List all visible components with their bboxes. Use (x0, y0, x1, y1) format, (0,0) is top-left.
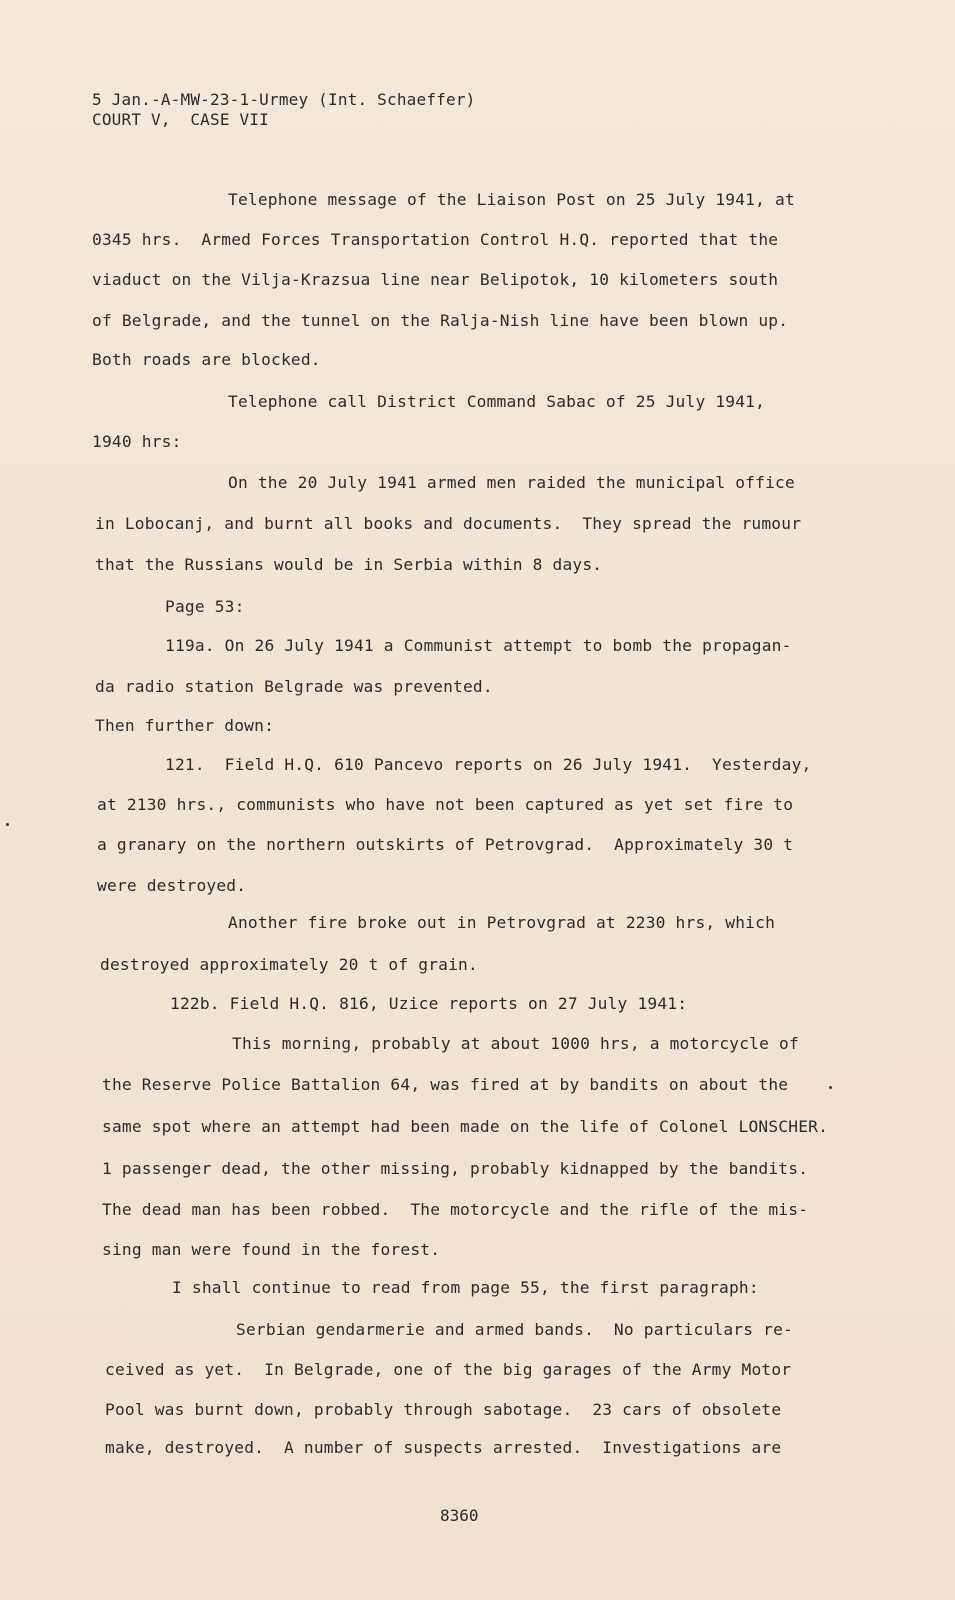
body-line: Pool was burnt down, probably through sabotage. 23 cars of obsolete (105, 1400, 782, 1419)
body-line: ceived as yet. In Belgrade, one of the big garages of the Army Motor (105, 1360, 792, 1379)
body-line: 119a. On 26 July 1941 a Communist attempt to bomb the propagan- (165, 636, 792, 655)
body-line: Telephone message of the Liaison Post on 25 July 1941, at (228, 190, 795, 209)
body-line: 122b. Field H.Q. 816, Uzice reports on 27 July 1941: (170, 994, 688, 1013)
page-reference: Page 53: (165, 597, 245, 616)
margin-mark (6, 823, 9, 826)
margin-mark (829, 1086, 832, 1089)
body-line: Another fire broke out in Petrovgrad at 2230 hrs, which (228, 913, 776, 932)
page-number: 8360 (440, 1506, 479, 1525)
body-line: 121. Field H.Q. 610 Pancevo reports on 26 July 1941. Yesterday, (165, 755, 812, 774)
body-line: Serbian gendarmerie and armed bands. No particulars re- (236, 1320, 793, 1339)
body-line: Then further down: (95, 716, 275, 735)
body-line: da radio station Belgrade was prevented. (95, 677, 493, 696)
body-line: The dead man has been robbed. The motorcycle and the rifle of the mis- (102, 1200, 809, 1219)
body-line: same spot where an attempt had been made on the life of Colonel LONSCHER. (102, 1117, 829, 1136)
body-line: viaduct on the Vilja-Krazsua line near Belipotok, 10 kilometers south (92, 270, 779, 289)
body-line: destroyed approximately 20 t of grain. (100, 955, 478, 974)
body-line: make, destroyed. A number of suspects arrested. Investigations are (105, 1438, 782, 1457)
body-line: in Lobocanj, and burnt all books and documents. They spread the rumour (95, 514, 802, 533)
body-line: 0345 hrs. Armed Forces Transportation Control H.Q. reported that the (92, 230, 779, 249)
body-line: the Reserve Police Battalion 64, was fired at by bandits on about the (102, 1075, 789, 1094)
body-line: sing man were found in the forest. (102, 1240, 441, 1259)
body-line: at 2130 hrs., communists who have not been captured as yet set fire to (97, 795, 794, 814)
body-line: that the Russians would be in Serbia within 8 days. (95, 555, 603, 574)
body-line: Telephone call District Command Sabac of 25 July 1941, (228, 392, 766, 411)
body-line: This morning, probably at about 1000 hrs, a motorcycle of (232, 1034, 799, 1053)
body-line: were destroyed. (97, 876, 247, 895)
body-line: On the 20 July 1941 armed men raided the municipal office (228, 473, 795, 492)
body-line: Both roads are blocked. (92, 350, 321, 369)
body-line: 1 passenger dead, the other missing, probably kidnapped by the bandits. (102, 1159, 809, 1178)
body-line: I shall continue to read from page 55, the first paragraph: (172, 1278, 759, 1297)
header-court-case-line: COURT V, CASE VII (92, 110, 269, 129)
header-reference-line: 5 Jan.-A-MW-23-1-Urmey (Int. Schaeffer) (92, 90, 476, 109)
body-line: of Belgrade, and the tunnel on the Ralja-Nish line have been blown up. (92, 311, 789, 330)
body-line: 1940 hrs: (92, 432, 182, 451)
body-line: a granary on the northern outskirts of Petrovgrad. Approximately 30 t (97, 835, 794, 854)
